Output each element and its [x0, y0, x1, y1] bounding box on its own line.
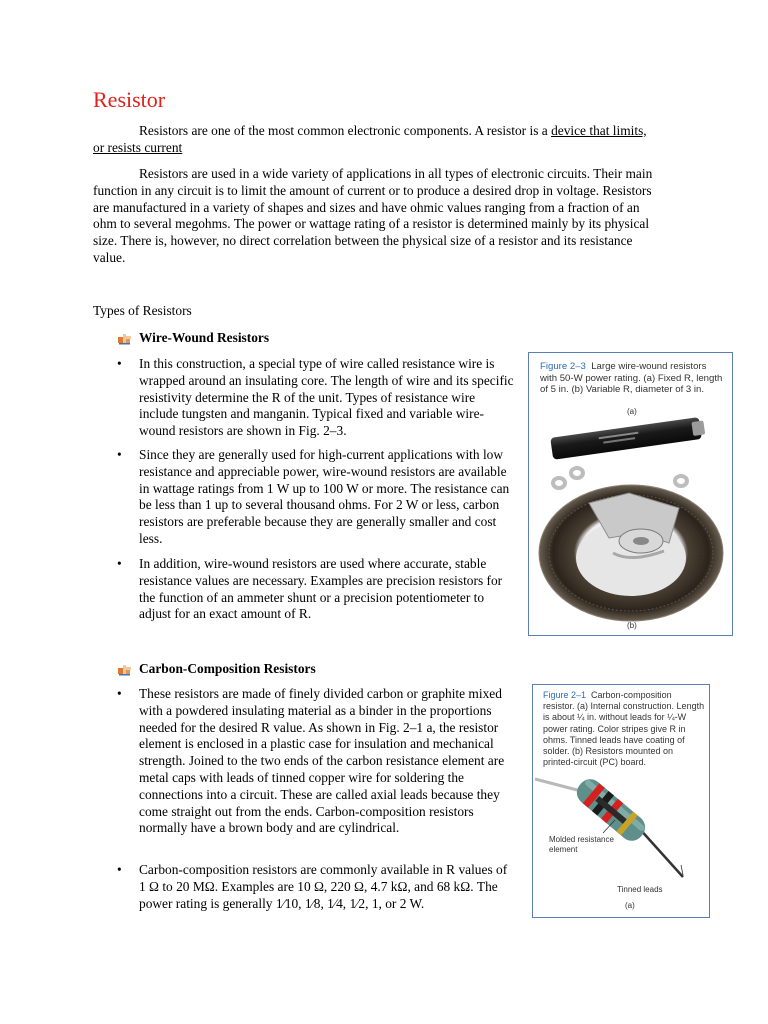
- carbon-composition-heading: [117, 660, 316, 677]
- figure-2-1-caption-text: Carbon-composition resistor. (a) Internal construction. Length is about ¼ in. without leads for ¼-W power rating. Color stripes give R in ohms. Tinned leads have coating of solder. (b) Resistors mounted on printed-circuit (PC) board.: [543, 690, 705, 768]
- figure-2-3-caption-text: Large wire-wound resistors with 50-W power rating. (a) Fixed R, length of 5 in. (b) Variable R, diameter of 3 in.: [540, 361, 723, 396]
- bullet-text: Carbon-composition resistors are commonly available in R values of 1 Ω to 20 MΩ. Examples are 10 Ω, 220 Ω, 4.7 kΩ, and 68 kΩ. The power rating is generally 1⁄10, 1⁄8, 1⁄4, 1⁄2, 1, or 2 W.: [139, 862, 508, 911]
- figure-2-1-label-a: (a): [625, 901, 635, 910]
- bullet-dot: •: [117, 356, 122, 371]
- carbon-composition-bullet-2: [117, 862, 517, 914]
- carbon-composition-bullet-1: [117, 686, 517, 854]
- pointing-hand-icon: [117, 331, 133, 345]
- wire-wound-resistor-photo: [529, 413, 732, 623]
- types-heading: Types of Resistors: [93, 303, 192, 318]
- applications-paragraph: Resistors are used in a wide variety of applications in all types of electronic circuits. Their main function in any circuit is to limit the amount of current or to produce a desired drop in voltage. Resistors are manufactured in a variety of shapes and sizes and have ohmic values ranging from a fraction of an ohm to several megohms. The power or wattage rating of a resistor is determined mainly by its physical size. There is, however, no direct correlation between the physical size of a resistor and its resistance value.: [93, 166, 653, 265]
- figure-2-3-label-a: (a): [627, 407, 637, 416]
- wire-wound-bullet-2: [117, 447, 517, 547]
- wire-wound-heading: [117, 329, 269, 346]
- bullet-dot: •: [117, 686, 122, 701]
- bullet-dot: •: [117, 556, 122, 571]
- tinned-leads-label: Tinned leads: [617, 885, 663, 894]
- pointing-hand-icon: [117, 662, 133, 676]
- intro-underlined-definition: device that limits, or resists current: [93, 123, 647, 155]
- figure-2-3: [528, 352, 733, 636]
- figure-2-1-number: Figure 2–1: [543, 690, 587, 700]
- carbon-resistor-diagram: [533, 765, 709, 895]
- bullet-text: In this construction, a special type of wire called resistance wire is wrapped around an insulating core. The length of wire and its specific resistivity determine the R of the unit. Types of resistance wire include tungsten and manganin. Typical fixed and variable wire-wound resistors are shown in Fig. 2–3.: [139, 356, 514, 439]
- intro-text: Resistors are one of the most common electronic components. A resistor is a: [139, 123, 552, 138]
- figure-2-3-caption: [540, 361, 726, 396]
- intro-paragraph: [93, 123, 653, 157]
- bullet-dot: •: [117, 447, 122, 462]
- wire-wound-heading-text: Wire-Wound Resistors: [139, 330, 270, 345]
- figure-2-3-label-b: (b): [627, 621, 637, 630]
- carbon-composition-heading-text: Carbon-Composition Resistors: [139, 661, 316, 676]
- figure-2-1: [532, 684, 710, 918]
- page-title: Resistor: [93, 87, 166, 112]
- molded-element-label: Molded resistance element: [549, 835, 614, 854]
- wire-wound-bullet-3: [117, 556, 517, 624]
- bullet-text: In addition, wire-wound resistors are used where accurate, stable resistance values are necessary. Examples are precision resistors for the function of an ammeter shunt or a precision potentiometer to adjust for an exact amount of R.: [139, 556, 503, 622]
- figure-2-1-caption: [543, 690, 705, 768]
- bullet-text: These resistors are made of finely divided carbon or graphite mixed with a powdered insulating material as a binder in the proportions needed for the desired R value. As shown in Fig. 2–1 a, the resistor element is enclosed in a plastic case for insulation and mechanical strength. Joined to the two ends of the carbon resistance element are metal caps with leads of tinned copper wire for soldering the connections into a circuit. These are called axial leads because they come straight out from the ends. Carbon-composition resistors normally have a brown body and are cylindrical.: [139, 686, 505, 836]
- wire-wound-bullet-1: [117, 356, 517, 440]
- bullet-dot: •: [117, 862, 122, 877]
- figure-2-3-number: Figure 2–3: [540, 361, 586, 372]
- bullet-text: Since they are generally used for high-current applications with low resistance and appreciable power, wire-wound resistors are available in wattage ratings from 1 W up to 100 W or more. The resistance can be less than 1 up to several thousand ohms. For 2 W or less, carbon resistors are preferable because they are generally smaller and cost less.: [139, 447, 510, 546]
